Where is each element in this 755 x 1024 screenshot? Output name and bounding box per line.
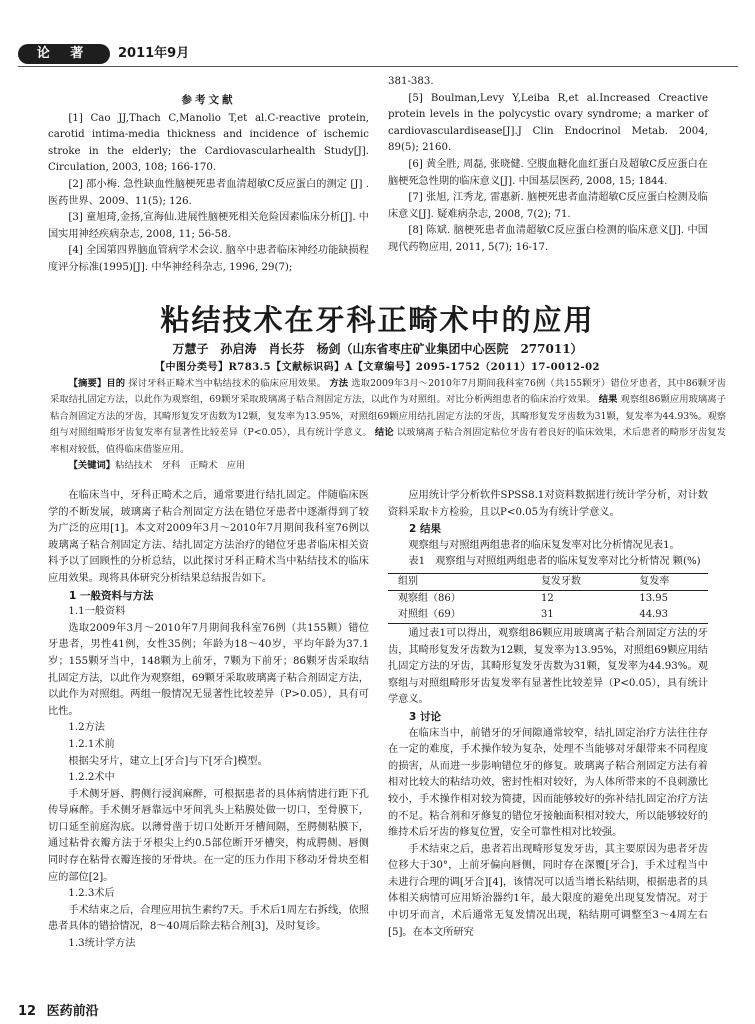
references-right-column xyxy=(388,74,708,257)
abstract-key-conclusion: 结论 xyxy=(374,427,394,439)
table-cell: 13.95 xyxy=(639,592,668,604)
subsection-heading: 1.1一般资料 xyxy=(68,606,126,618)
section-heading-1: 1 一般资料与方法 xyxy=(69,589,154,602)
table-cell: 31 xyxy=(541,608,554,620)
issue-date: 2011年9月 xyxy=(118,46,190,61)
reference-continuation: 381-383. xyxy=(388,76,434,87)
body-left-column xyxy=(48,488,369,953)
table-header: 复发率 xyxy=(639,575,670,587)
page-number: 12 xyxy=(18,1004,37,1019)
body-paragraph: 通过表1可以得出，观察组86颗应用玻璃离子粘合剂固定方法的牙齿，其畸形复发牙齿数为12颗，复发率为13.95%，对照组69颗应用结扎固定方法的牙齿，其畸形复发牙齿数为31颗，复发率为44.93%。观察组与对照组畸形牙齿复发率有显著性比较差异（P<0.05），具有统计学意义。 xyxy=(388,627,708,706)
header-rule xyxy=(18,66,738,67)
body-paragraph: 手术结束之后，患者若出现畸形复发牙齿，其主要原因为患者牙齿位移大于30°，上前牙偏向唇侧，同时存在深覆[牙合]，手术过程当中未进行合理的调[牙合][4]，该情况可以适当增长粘结期，根据患者的具体相关病情可应用矫治器约1年，最大限度的避免出现复发情况。对于中切牙而言，术后通常无复发情况出现，粘结期可调整至3～4周左右[5]。在本文所研究 xyxy=(388,843,708,938)
table-cell: 观察组（86） xyxy=(398,592,461,604)
abstract-result: 观察组86颗应用玻璃离子粘合剂固定方法的牙齿，其畸形复发牙齿数为12颗，复发率为13.95%，对照组69颗应用结扎固定方法的牙齿，其畸形复发牙齿数为31颗，复发率为44.93%。观察组与对照组畸形牙齿复发率有显著性比较差异（P<0.05），具有统计学意义。 xyxy=(50,394,726,439)
abstract-purpose: 探讨牙科正畸术当中粘结技术的临床应用效果。 xyxy=(128,378,327,389)
body-paragraph: 选取2009年3月～2010年7月期间我科室76例（共155颗）错位牙患者，男性41例，女性35例；年龄为18～40岁，平均年龄为37.1岁；155颗牙当中，148颗为上前牙，7颗为下前牙；86颗牙齿采取结扎固定方法，以此作为观察组，69颗牙采取玻璃离子粘合剂固定方法，以此作为对照组。两组一般情况无显著性比较差异（P>0.05），具有可比性。 xyxy=(48,622,369,717)
table-row xyxy=(388,607,708,624)
table-cell: 12 xyxy=(541,592,554,604)
reference-item: [6] 黄全胜, 周磊, 张晓健. 空腹血糖化血红蛋白及超敏C反应蛋白在脑梗死急性期的临床意义[J]. 中国基层医药, 2008, 15; 1844. xyxy=(388,158,708,187)
article-classification: 【中图分类号】R783.5【文献标识码】A【文章编号】2095-1752（2011）17-0012-02 xyxy=(155,362,600,373)
subsection-heading: 1.2.1术前 xyxy=(68,738,115,750)
intro-paragraph: 在临床当中，牙科正畸术之后，通常要进行结扎固定。伴随临床医学的不断发展，玻璃离子粘合剂固定方法在错位牙患者中逐渐得到了较为广泛的应用[1]。本文对2009年3月～2010年7月期间我科室76例以玻璃离子粘合剂固定方法、结扎固定方法治疗的错位牙患者临床相关资料予以了回顾性的分析总结，以此探讨牙科正畸术当中粘结技术的临床应用效果。现将具体研究分析结果总结报告如下。 xyxy=(48,490,369,584)
keywords-label: 【关键词】 xyxy=(68,460,116,472)
references-left-column xyxy=(48,92,369,277)
body-paragraph: 根据尖牙片，建立上[牙合]与下[牙合]模型。 xyxy=(68,755,268,767)
results-table xyxy=(388,573,708,624)
article-title: 粘结技术在牙科正畸术中的应用 xyxy=(160,303,595,337)
reference-item: [3] 童旭琦,金扬,宣海仙.进展性脑梗死相关危险因素临床分析[J]. 中国实用神经疾病杂志, 2008, 11; 56-58. xyxy=(48,212,369,240)
section-badge: 论 著 xyxy=(18,44,110,64)
abstract-conclusion: 以玻璃离子粘合剂固定粘位牙齿有着良好的临床效果，术后患者的畸形牙齿复发率相对较低，值得临床借鉴应用。 xyxy=(50,427,726,455)
abstract xyxy=(50,376,726,474)
keywords: 粘结技术 牙科 正畸术 应用 xyxy=(115,460,246,472)
table-cell: 44.93 xyxy=(639,608,668,620)
subsection-heading: 1.2.3术后 xyxy=(68,888,115,900)
table-caption: 表1 观察组与对照组两组患者的临床复发率对比分析情况 颗(%) xyxy=(408,556,701,568)
section-heading-2: 2 结果 xyxy=(409,523,441,536)
body-paragraph: 手术结束之后，合理应用抗生素约7天。手术后1周左右拆线，依照患者具体的错拾情况，8～40周后除去粘合剂[3]，及时复诊。 xyxy=(48,904,369,933)
table-header-row xyxy=(388,573,708,590)
reference-item: [7] 张旭, 江秀龙, 雷惠新. 脑梗死患者血清超敏C反应蛋白检测及临床意义[J]. 疑难病杂志, 2008, 7(2); 71. xyxy=(388,192,708,220)
subsection-heading: 1.2方法 xyxy=(68,722,105,734)
abstract-key-purpose: 目的 xyxy=(106,378,126,389)
references-title: 参考文献 xyxy=(181,94,236,106)
body-paragraph: 应用统计学分析软件SPSS8.1对资料数据进行统计学分析，对计数资料采取卡方检验，且以P<0.05为有统计学意义。 xyxy=(388,490,708,518)
section-heading-3: 3 讨论 xyxy=(409,710,441,723)
body-paragraph: 观察组与对照组两组患者的临床复发率对比分析情况见表1。 xyxy=(408,539,680,551)
abstract-label: 【摘要】 xyxy=(68,378,107,389)
table-row xyxy=(388,590,708,607)
table-cell: 对照组（69） xyxy=(398,608,461,620)
reference-item: [2] 邵小梅. 急性缺血性脑梗死患者血清超敏C反应蛋白的测定 [J] .医药世界、2009、11(5); 126. xyxy=(48,178,369,207)
body-paragraph: 在临床当中，前错牙的牙间隙通常较窄，结扎固定治疗方法往往存在一定的难度，手术操作较为复杂，处理不当能够对牙龈带来不同程度的损害，从而进一步影响错位牙的修复。玻璃离子粘合剂固定方法有着相对比较大的粘结功效，密封性相对较好，为人体所带来的不良刺激比较小，手术操作相对较为简捷，因而能够较好的弥补结扎固定治疗方法的不足。粘合剂和牙修复的错位牙接触面积相对较大，所以能够较好的维持术后牙齿的修复位置，安全可靠性相对比较强。 xyxy=(388,727,708,839)
abstract-key-method: 方法 xyxy=(329,378,349,389)
subsection-heading: 1.3统计学方法 xyxy=(68,938,136,950)
subsection-heading: 1.2.2术中 xyxy=(68,772,115,784)
abstract-key-result: 结果 xyxy=(598,394,618,406)
article-authors: 万慧子 孙启涛 肖长芬 杨剑（山东省枣庄矿业集团中心医院 277011） xyxy=(172,342,583,356)
page-footer xyxy=(18,1000,99,1019)
body-right-column xyxy=(388,488,708,941)
reference-item: [8] 陈斌. 脑梗死患者血清超敏C反应蛋白检测的临床意义[J]. 中国现代药物应用, 2011, 5(7); 16-17. xyxy=(388,225,708,253)
table-header: 组别 xyxy=(398,575,418,587)
body-paragraph: 手术侧牙唇、腭侧行浸润麻醉，可根据患者的具体病情进行距下孔传导麻醉。手术侧牙唇靠远中牙间乳头上粘膜处做一切口，至骨膜下，切口延至前庭沟底。以薄骨凿于切口处断开牙槽间隔，至腭侧粘膜下，通过粘骨衣瓣方法于牙根尖上约0.5部位断开牙槽突，构成腭侧、唇侧同时存在粘骨衣瓣连接的牙骨块。在一定的压力作用下移动牙骨块至相应的部位[2]。 xyxy=(48,788,369,883)
reference-item: [5] Boulman,Levy Y,Leiba R,et al.Increased Creactive protein levels in the polycystic ovary syndrome; a marker of cardiovasculardisease[J].J Clin Endocrinol Metab. 2004, 89(5); 2160. xyxy=(388,92,708,154)
abstract-method: 选取2009年3月～2010年7月期间我科室76例（共155颗牙）错位牙患者，其中86颗牙齿采取结扎固定方法，以此作为观察组，69颗牙采取玻璃离子粘合剂固定方法，以此作为对照组。对比分析两组患者的临床治疗效果。 xyxy=(50,378,726,406)
reference-item: [1] Cao JJ,Thach C,Manolio T,et al.C-reactive protein, carotid intima-media thickness and incidence of ischemic stroke in the elderly; the Cardiovascularhealth Study[J]. Circulation, 2003, 108; 166-170. xyxy=(48,112,369,174)
reference-item: [4] 全国第四界脑血管病学术会议. 脑卒中患者临床神经功能缺损程度评分标准(1995)[J]. 中华神经科杂志, 1996, 29(7); xyxy=(48,245,369,273)
table-header: 复发牙数 xyxy=(541,575,582,587)
journal-name: 医药前沿 xyxy=(46,1004,99,1019)
